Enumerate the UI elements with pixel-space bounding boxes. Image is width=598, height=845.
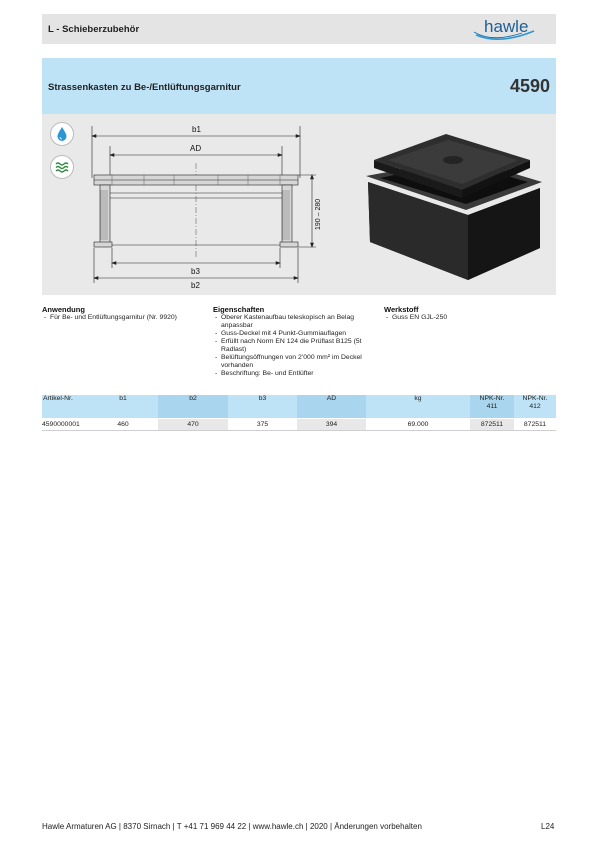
- label-ad: AD: [190, 144, 202, 153]
- eigenschaften-title: Eigenschaften: [213, 305, 265, 314]
- col-b2: b2: [158, 395, 228, 418]
- eigenschaften-list: [213, 314, 378, 378]
- col-artikel: Artikel-Nr.: [42, 395, 88, 418]
- col-b1: b1: [88, 395, 158, 418]
- cell-b1: 460: [117, 421, 129, 428]
- label-b2: b2: [191, 281, 200, 290]
- label-b3: b3: [191, 267, 200, 276]
- col-npk-412: NPK-Nr. 412: [514, 395, 556, 418]
- cell-kg: 69.000: [407, 421, 429, 428]
- table-header: [42, 395, 556, 418]
- col-npk-411: NPK-Nr. 411: [470, 395, 514, 418]
- werkstoff-title: Werkstoff: [384, 305, 419, 314]
- col-ad: AD: [297, 395, 366, 418]
- waves-icon: [50, 155, 74, 179]
- list-item: - Guss EN GJL-250: [384, 314, 549, 322]
- cell-ad: 394: [297, 419, 366, 431]
- product-title: Strassenkasten zu Be-/Entlüftungsgarnitur: [48, 82, 241, 93]
- logo-text: hawle: [484, 17, 529, 36]
- cell-b2: 470: [158, 419, 228, 431]
- label-height: 190 – 280: [315, 198, 322, 230]
- section-label: L - Schieberzubehör: [48, 24, 140, 35]
- product-photo: [358, 120, 550, 285]
- list-item: - Für Be- und Entlüftungsgarnitur (Nr. 9920): [42, 314, 207, 322]
- werkstoff-list: [384, 314, 549, 322]
- list-item: - Beschriftung: Be- und Entlüfter: [213, 370, 378, 378]
- water-drop-icon: [50, 122, 74, 146]
- page-number: L24: [541, 822, 555, 831]
- list-item: - Belüftungsöffnungen von 2’000 mm² im Deckel vorhanden: [213, 354, 378, 370]
- anwendung-list: [42, 314, 207, 322]
- anwendung-title: Anwendung: [42, 305, 85, 314]
- cell-artikel: 4590000001: [42, 421, 80, 428]
- list-item: - Oberer Kastenaufbau teleskopisch an Belag anpassbar: [213, 314, 378, 330]
- row-divider: [42, 430, 556, 431]
- col-kg: kg: [366, 395, 470, 418]
- technical-drawing: [84, 118, 324, 293]
- list-item: - Guss-Deckel mit 4 Punkt-Gummiauflagen: [213, 330, 378, 338]
- label-b1: b1: [192, 125, 201, 134]
- cell-npk-411: 872511: [470, 419, 514, 431]
- cell-b3: 375: [256, 421, 269, 428]
- product-number: 4590: [509, 76, 550, 96]
- footer-contact: Hawle Armaturen AG | 8370 Sirnach | T +41 71 969 44 22 | www.hawle.ch | 2020 | Änderungen vorbehalten: [42, 822, 422, 831]
- hawle-logo: [470, 15, 554, 43]
- cell-npk-412: 872511: [523, 421, 547, 428]
- col-b3: b3: [228, 395, 297, 418]
- list-item: - Erfüllt nach Norm EN 124 die Prüflast B125 (5t Radlast): [213, 338, 378, 354]
